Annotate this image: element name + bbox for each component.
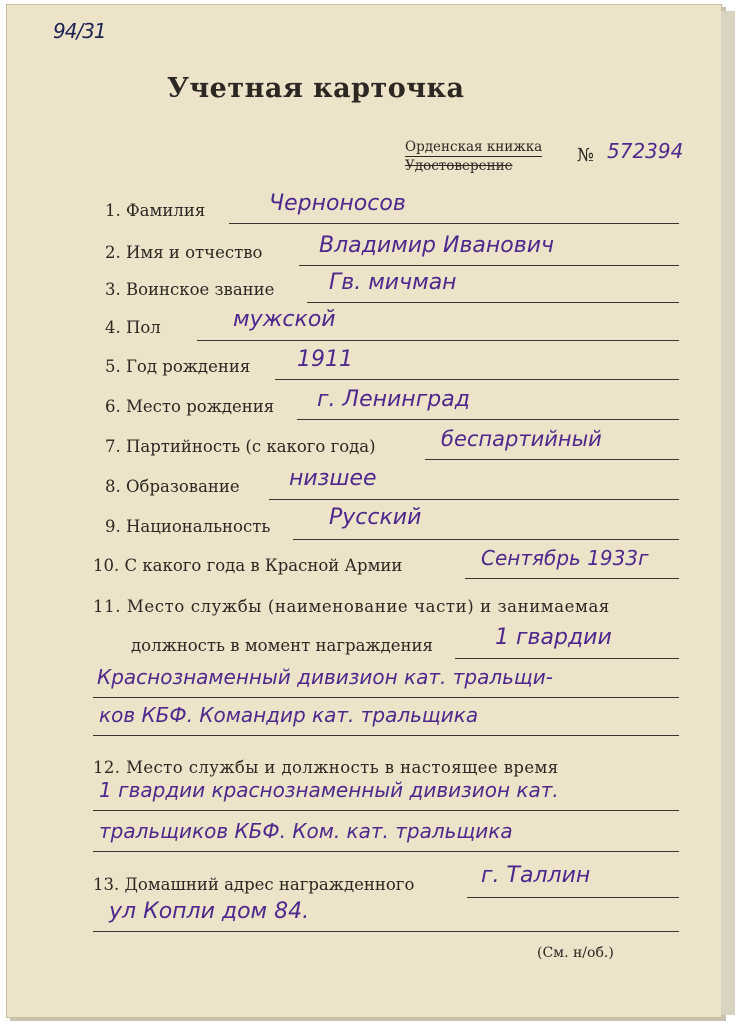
field-label-birthplace: 6. Место рождения — [105, 397, 275, 416]
field-value-rank: Гв. мичман — [329, 270, 457, 295]
field-line — [269, 499, 679, 500]
field-label-name: 2. Имя и отчество — [105, 243, 263, 262]
field-label-surname: 1. Фамилия — [105, 201, 206, 220]
field-label-birth-year: 5. Год рождения — [105, 357, 251, 376]
field-value-nationality: Русский — [329, 505, 422, 530]
field-line — [467, 897, 679, 898]
corner-note: 94/31 — [53, 19, 106, 43]
certificate-label-struck: Удостоверение — [405, 158, 513, 174]
field-label-education: 8. Образование — [105, 477, 240, 496]
field-value-home-address-line2: ул Копли дом 84. — [109, 899, 310, 924]
field-value-home-address-line1: г. Таллин — [481, 863, 591, 888]
field-line — [307, 302, 679, 303]
field-line — [299, 265, 679, 266]
field-line — [455, 658, 679, 659]
card-edge — [721, 11, 735, 1015]
field-line — [197, 340, 679, 341]
field-value-name: Владимир Иванович — [319, 233, 555, 258]
field-label-army-since: 10. С какого года в Красной Армии — [93, 556, 403, 575]
field-line — [297, 419, 679, 420]
field-line — [93, 851, 679, 852]
field-value-birthplace: г. Ленинград — [317, 387, 470, 412]
field-label-rank: 3. Воинское звание — [105, 280, 275, 299]
field-label-service-place-line1: 11. Место службы (наименование части) и занимаемая — [93, 597, 610, 616]
field-label-service-place-line2: должность в момент награждения — [131, 636, 433, 655]
reverse-side-note: (См. н/об.) — [537, 945, 614, 961]
order-book-label: Орденская книжка — [405, 139, 543, 155]
field-line — [275, 379, 679, 380]
number-label: № — [577, 145, 595, 166]
field-label-sex: 4. Пол — [105, 318, 161, 337]
field-value-current-service-line2: тральщиков КБФ. Ком. кат. тральщика — [99, 819, 513, 843]
field-value-service-place-line1: 1 гвардии — [495, 625, 612, 650]
field-line — [93, 931, 679, 932]
field-value-birth-year: 1911 — [297, 347, 353, 372]
field-line — [229, 223, 679, 224]
field-line — [93, 697, 679, 698]
card-title: Учетная карточка — [167, 73, 465, 104]
field-label-current-service: 12. Место службы и должность в настоящее время — [93, 758, 559, 777]
field-value-service-place-line3: ков КБФ. Командир кат. тральщика — [99, 703, 479, 727]
field-value-party: беспартийный — [441, 427, 602, 451]
field-line — [93, 735, 679, 736]
field-value-current-service-line1: 1 гвардии краснознаменный дивизион кат. — [99, 778, 559, 802]
field-value-service-place-line2: Краснознаменный дивизион кат. тральщи- — [97, 665, 553, 689]
field-value-education: низшее — [289, 466, 377, 491]
field-label-home-address: 13. Домашний адрес награжденного — [93, 875, 415, 894]
field-line — [293, 539, 679, 540]
field-line — [425, 459, 679, 460]
field-value-sex: мужской — [233, 307, 336, 332]
field-label-party: 7. Партийность (с какого года) — [105, 437, 376, 456]
field-line — [465, 578, 679, 579]
field-line — [93, 810, 679, 811]
order-book-number: 572394 — [607, 139, 684, 163]
field-value-surname: Черноносов — [269, 191, 406, 216]
award-record-card — [6, 4, 722, 1018]
field-value-army-since: Сентябрь 1933г — [481, 546, 649, 570]
field-label-nationality: 9. Национальность — [105, 517, 271, 536]
